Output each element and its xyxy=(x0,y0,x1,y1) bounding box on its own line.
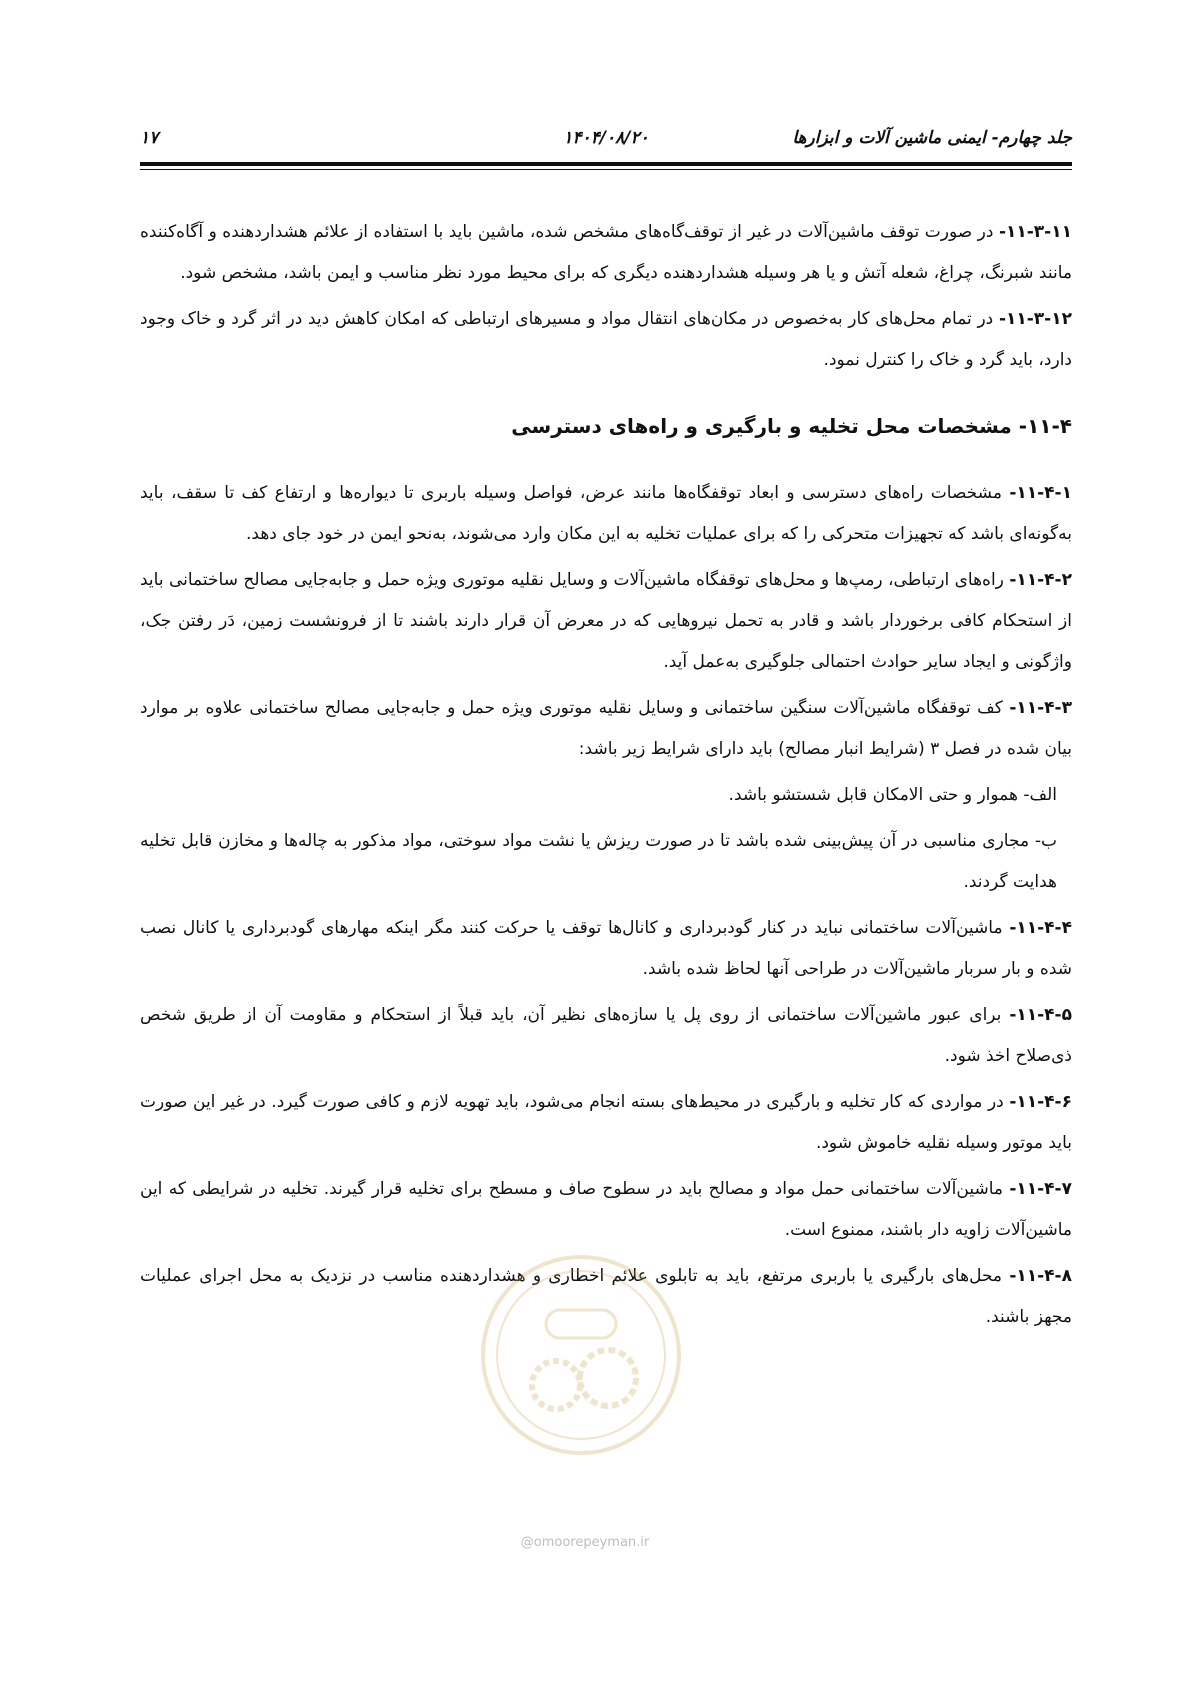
paragraph xyxy=(140,212,1072,294)
paragraph-number: ۱۱-۴-۴- xyxy=(1009,918,1072,938)
paragraph-number: ۱۱-۴-۱- xyxy=(1009,483,1072,503)
paragraph xyxy=(140,908,1072,990)
paragraph-text: در صورت توقف ماشین‌آلات در غیر از توقف‌گاه‌های مشخص شده، ماشین باید با استفاده از علائم هشداردهنده و آگاه‌کننده مانند شبرنگ، چراغ، شعله آتش و یا هر وسیله هشداردهنده دیگری که برای محیط مورد نظر مناسب و ایمن باشد، مشخص شود. xyxy=(140,222,1072,283)
paragraph-text: ماشین‌آلات ساختمانی نباید در کنار گودبرداری و کانال‌ها توقف یا حرکت کنند مگر اینکه مهارهای گودبرداری یا کانال نصب شده و بار سربار ماشین‌آلات در طراحی آنها لحاظ شده باشد. xyxy=(140,918,1072,979)
paragraph-text: محل‌های بارگیری یا باربری مرتفع، باید به تابلوی علائم اخطاری و هشداردهنده مناسب در نزدیک به محل اجرای عملیات مجهز باشند. xyxy=(140,1266,1072,1327)
paragraph xyxy=(140,473,1072,555)
paragraph-number: ۱۱-۳-۱۲- xyxy=(998,309,1072,329)
paragraph xyxy=(140,995,1072,1077)
book-title: جلد چهارم- ایمنی ماشین آلات و ابزارها xyxy=(792,128,1072,148)
paragraph-number: ۱۱-۴-۸- xyxy=(1009,1266,1072,1286)
paragraph-text: برای عبور ماشین‌آلات ساختمانی از روی پل یا سازه‌های نظیر آن، باید قبلاً از استحکام و مقاومت آن از طریق شخص ذی‌صلاح اخذ شود. xyxy=(140,1005,1072,1066)
header-rule-thick xyxy=(140,162,1072,166)
page-header xyxy=(140,128,1072,154)
seal-logo-icon xyxy=(476,1250,686,1460)
paragraph xyxy=(140,1082,1072,1164)
paragraph xyxy=(140,1169,1072,1251)
paragraph-text: راه‌های ارتباطی، رمپ‌ها و محل‌های توقفگاه ماشین‌آلات و وسایل نقلیه موتوری ویژه حمل و جابه‌جایی مصالح ساختمانی باید از استحکام کافی برخوردار باشد و قادر به تحمل نیروهایی که در معرض آن قرار دارند باشند تا از فرونشست زمین، دَر رفتن جک، واژگونی و ایجاد سایر حوادث احتمالی جلوگیری به‌عمل آید. xyxy=(140,570,1072,672)
paragraph xyxy=(140,688,1072,770)
paragraph-number: ۱۱-۴-۳- xyxy=(1009,698,1072,718)
paragraph-text: در مواردی که کار تخلیه و بارگیری در محیط‌های بسته انجام می‌شود، باید تهویه لازم و کافی صورت گیرد. در غیر این صورت باید موتور وسیله نقلیه خاموش شود. xyxy=(140,1092,1072,1153)
header-rule-thin xyxy=(140,169,1072,170)
page-number: ۱۷ xyxy=(140,128,159,148)
paragraph-text: ماشین‌آلات ساختمانی حمل مواد و مصالح باید در سطوح صاف و مسطح برای تخلیه قرار گیرند. تخلیه در شرایطی که این ماشین‌آلات زاویه دار باشند، ممنوع است. xyxy=(140,1179,1072,1240)
header-date: ۱۴۰۴/۰۸/۲۰ xyxy=(563,128,649,148)
paragraph-number: ۱۱-۴-۲- xyxy=(1009,570,1072,590)
paragraph-text: مشخصات راه‌های دسترسی و ابعاد توقفگاه‌ها مانند عرض، فواصل وسیله باربری تا دیواره‌ها و ارتفاع کف تا سقف، باید به‌گونه‌ای باشد که تجهیزات متحرکی را که برای عملیات تخلیه به این مکان وارد می‌شوند، به‌نحو ایمن در خود جای دهد. xyxy=(140,483,1072,544)
paragraph-number: ۱۱-۳-۱۱- xyxy=(998,222,1072,242)
page-body xyxy=(140,212,1072,1343)
watermark-url: @omoorepeyman.ir xyxy=(520,1535,650,1550)
list-item: الف- هموار و حتی الامکان قابل شستشو باشد. xyxy=(728,785,1057,805)
paragraph-text: در تمام محل‌های کار به‌خصوص در مکان‌های انتقال مواد و مسیرهای ارتباطی که امکان کاهش دید در اثر گرد و خاک وجود دارد، باید گرد و خاک را کنترل نمود. xyxy=(140,309,1072,370)
paragraph xyxy=(140,560,1072,683)
paragraph-text: کف توقفگاه ماشین‌آلات سنگین ساختمانی و وسایل نقلیه موتوری ویژه حمل و جابه‌جایی مصالح ساختمانی علاوه بر موارد بیان شده در فصل ۳ (شرایط انبار مصالح) باید دارای شرایط زیر باشد: xyxy=(140,698,1072,759)
paragraph-number: ۱۱-۴-۷- xyxy=(1009,1179,1072,1199)
paragraph-number: ۱۱-۴-۵- xyxy=(1009,1005,1072,1025)
list-item: ب- مجاری مناسبی در آن پیش‌بینی شده باشد تا در صورت ریزش یا نشت مواد سوختی، مواد مذکور به چاله‌ها و مخازن قابل تخلیه هدایت گردند. xyxy=(140,831,1057,892)
paragraph-number: ۱۱-۴-۶- xyxy=(1009,1092,1072,1112)
paragraph xyxy=(140,299,1072,381)
section-title: ۱۱-۴- مشخصات محل تخلیه و بارگیری و راه‌های دسترسی xyxy=(511,414,1072,438)
